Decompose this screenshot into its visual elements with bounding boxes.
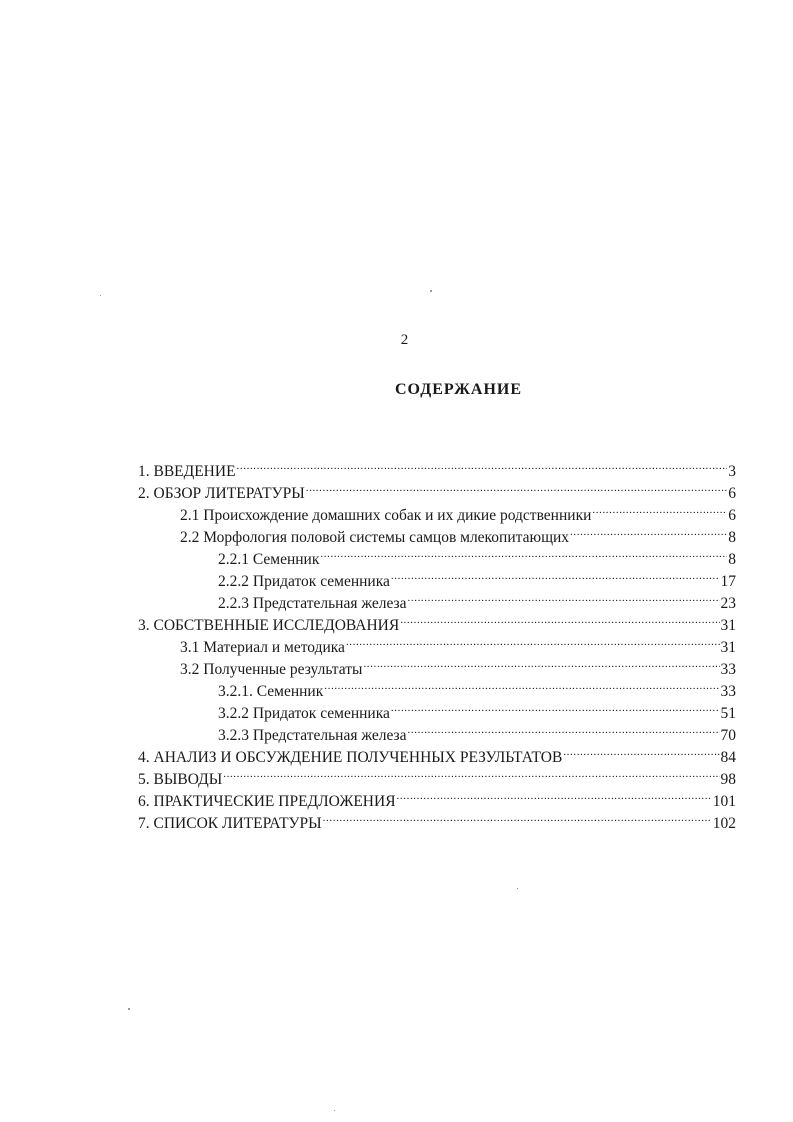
dot-leader: [363, 653, 719, 674]
toc-entry-text: 6. ПРАКТИЧЕСКИЕ ПРЕДЛОЖЕНИЯ: [138, 793, 396, 810]
toc-entry-text: 2.2 Морфология половой системы самцов млекопитающих: [180, 529, 570, 546]
toc-entry-text: 2.2.3 Предстательная железа: [218, 595, 407, 612]
toc-entry-introduction[interactable]: [138, 455, 736, 480]
dot-leader: [570, 521, 727, 542]
scan-speck: [128, 1008, 130, 1010]
toc-entry-page: 31: [720, 617, 736, 634]
scan-speck: [100, 295, 101, 296]
toc-entry-page: 51: [720, 705, 736, 722]
toc-entry-text: 2.1 Происхождение домашних собак и их дикие родственники: [180, 507, 592, 524]
toc-entry-text: 5. ВЫВОДЫ: [138, 771, 223, 788]
toc-entry-conclusions[interactable]: [138, 763, 736, 788]
toc-entry-page: 98: [720, 771, 736, 788]
toc-entry-page: 70: [720, 727, 736, 744]
toc-entry-analysis-discussion[interactable]: [138, 741, 736, 766]
dot-leader: [320, 543, 727, 564]
toc-entry-results-prostate[interactable]: [218, 719, 736, 744]
toc-title: СОДЕРЖАНИЕ: [394, 381, 523, 398]
toc-entry-practical-proposals[interactable]: [138, 785, 736, 810]
dot-leader: [223, 763, 719, 784]
dot-leader: [592, 499, 727, 520]
toc-entry-text: 3.1 Материал и методика: [180, 639, 345, 656]
dot-leader: [237, 455, 728, 476]
toc-entry-references[interactable]: [138, 807, 736, 832]
dot-leader: [397, 785, 712, 806]
toc-entry-page: 23: [720, 595, 736, 612]
toc-entry-results-testis[interactable]: [218, 675, 736, 700]
toc-entry-reproductive-morphology[interactable]: [180, 521, 736, 546]
toc-entry-results[interactable]: [180, 653, 736, 678]
toc-entry-prostate[interactable]: [218, 587, 736, 612]
toc-entry-page: 6: [728, 507, 736, 524]
toc-entry-page: 6: [728, 485, 736, 502]
toc-entry-page: 8: [728, 551, 736, 568]
toc-entry-page: 8: [728, 529, 736, 546]
toc-entry-page: 33: [720, 683, 736, 700]
toc-entry-text: 2.2.2 Придаток семенника: [218, 573, 390, 590]
dot-leader: [391, 697, 720, 718]
page-number: 2: [400, 332, 409, 348]
toc-entry-text: 7. СПИСОК ЛИТЕРАТУРЫ: [138, 815, 322, 832]
toc-entry-text: 3.2.1. Семенник: [218, 683, 324, 700]
scan-speck: [430, 290, 432, 292]
dot-leader: [408, 587, 720, 608]
toc-entry-page: 33: [720, 661, 736, 678]
toc-entry-materials-methods[interactable]: [180, 631, 736, 656]
toc-entry-page: 101: [712, 793, 736, 810]
toc-entry-page: 3: [728, 463, 736, 480]
toc-entry-testis[interactable]: [218, 543, 736, 568]
dot-leader: [306, 477, 728, 498]
toc-entry-epididymis[interactable]: [218, 565, 736, 590]
toc-entry-own-research[interactable]: [138, 609, 736, 634]
toc-entry-text: 2. ОБЗОР ЛИТЕРАТУРЫ: [138, 485, 305, 502]
dot-leader: [400, 609, 719, 630]
toc-entry-page: 102: [712, 815, 736, 832]
toc-entry-text: 2.2.1 Семенник: [218, 551, 320, 568]
toc-entry-page: 31: [720, 639, 736, 656]
toc-entry-text: 1. ВВЕДЕНИЕ: [138, 463, 236, 480]
scan-speck: [334, 1110, 335, 1111]
toc-entry-page: 17: [720, 573, 736, 590]
toc-entry-literature-review[interactable]: [138, 477, 736, 502]
toc-entry-text: 3. СОБСТВЕННЫЕ ИССЛЕДОВАНИЯ: [138, 617, 400, 634]
dot-leader: [563, 741, 719, 762]
dot-leader: [324, 675, 719, 696]
scan-speck: [517, 888, 518, 889]
toc-entry-text: 3.2.3 Предстательная железа: [218, 727, 407, 744]
dot-leader: [391, 565, 720, 586]
dot-leader: [346, 631, 720, 652]
dot-leader: [323, 807, 712, 828]
toc-entry-results-epididymis[interactable]: [218, 697, 736, 722]
toc-entry-origin-of-dogs[interactable]: [180, 499, 736, 524]
toc-entry-text: 3.2 Полученные результаты: [180, 661, 363, 678]
toc-entry-page: 84: [720, 749, 736, 766]
toc-entry-text: 3.2.2 Придаток семенника: [218, 705, 390, 722]
toc-entry-text: 4. АНАЛИЗ И ОБСУЖДЕНИЕ ПОЛУЧЕННЫХ РЕЗУЛЬТАТОВ: [138, 749, 563, 766]
dot-leader: [408, 719, 720, 740]
